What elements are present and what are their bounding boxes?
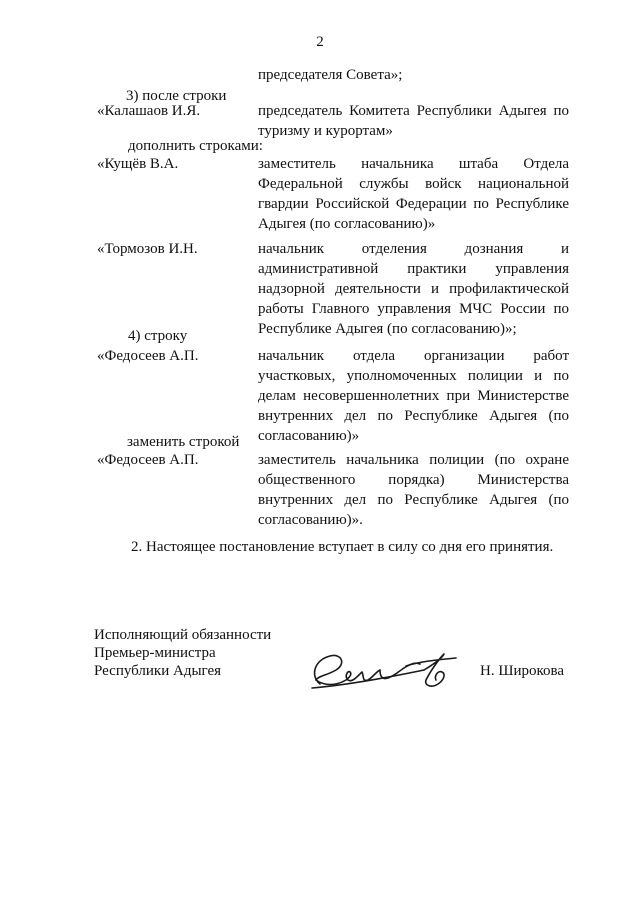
- page-number: 2: [316, 34, 324, 50]
- paragraph-2: 2. Настоящее постановление вступает в силу со дня его принятия.: [131, 539, 554, 555]
- signatory-name: Н. Широкова: [480, 663, 565, 679]
- item4-instruction: 4) строку: [128, 328, 188, 344]
- handwritten-signature: [306, 646, 466, 696]
- entry-fedoseev-new-name: «Федосеев А.П.: [97, 452, 199, 468]
- entry-kalashaov-role: председатель Комитета Республики Адыгея по туризму и курортам»: [258, 103, 569, 139]
- entry-kalashaov-name: «Калашаов И.Я.: [97, 103, 201, 119]
- item3-instruction: 3) после строки: [126, 88, 227, 104]
- entry-fedoseev-old-name: «Федосеев А.П.: [97, 348, 199, 364]
- entry-kushchev-role: заместитель начальника штаба Отдела Федеральной службы войск национальной гвардии Российской Федерации по Республике Адыгея (по согласованию)»: [258, 156, 569, 232]
- entry-fedoseev-new-role: заместитель начальника полиции (по охране общественного порядка) Министерства внутренних дел по Республике Адыгея (по согласованию)».: [258, 452, 569, 528]
- entry-tormozov-name: «Тормозов И.Н.: [97, 241, 198, 257]
- signatory-title-line2: Премьер-министра: [94, 645, 216, 661]
- replace-instruction: заменить строкой: [127, 434, 240, 450]
- entry-fedoseev-old-role: начальник отдела организации работ участковых, уполномоченных полиции и по делам несовершеннолетних при Министерстве внутренних дел по Республике Адыгея (по согласованию)»: [258, 348, 569, 444]
- signatory-title-line3: Республики Адыгея: [94, 663, 222, 679]
- add-lines-instruction: дополнить строками:: [128, 138, 263, 154]
- entry-kushchev-name: «Кущёв В.А.: [97, 156, 179, 172]
- continuation-line: председателя Совета»;: [258, 67, 403, 83]
- signatory-title-line1: Исполняющий обязанности: [94, 627, 272, 643]
- entry-tormozov-role: начальник отделения дознания и административной практики управления надзорной деятельности и профилактической работы Главного управления МЧС России по Республике Адыгея (по согласованию)»;: [258, 241, 569, 337]
